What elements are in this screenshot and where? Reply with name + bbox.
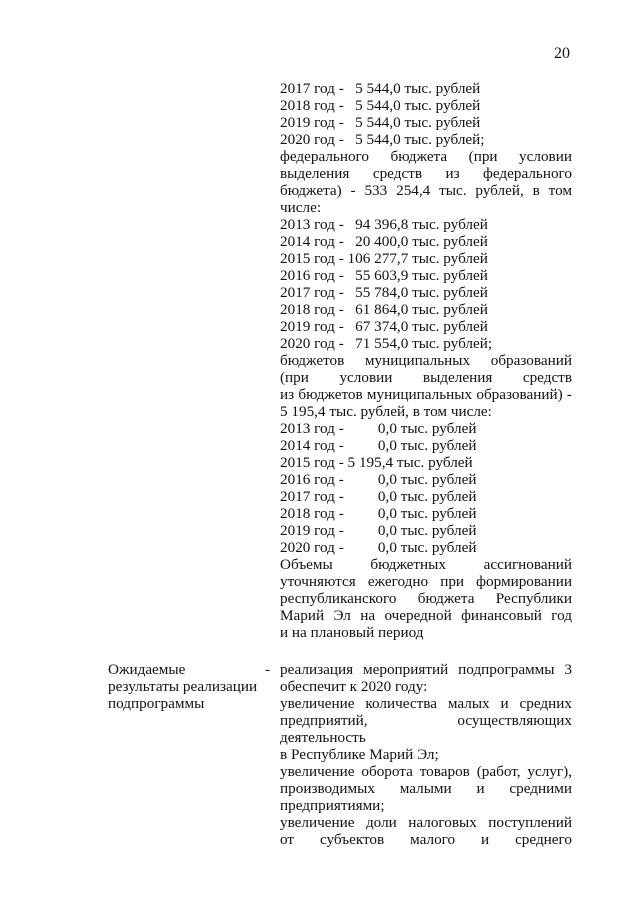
text-line: Марий Эл на очередной финансовый год — [280, 607, 572, 624]
text-line: 5 195,4 тыс. рублей, в том числе: — [280, 403, 492, 420]
text-line: 2016 год - 55 603,9 тыс. рублей — [280, 267, 488, 284]
text-line: республиканского бюджета Республики — [280, 590, 572, 607]
text-line: 2013 год - 0,0 тыс. рублей — [280, 420, 477, 437]
text-line: 2020 год - 71 554,0 тыс. рублей; — [280, 335, 493, 352]
text-line: от субъектов малого и среднего — [280, 831, 572, 848]
text-line: обеспечит к 2020 году: — [280, 678, 428, 695]
section-dash: - — [265, 661, 271, 678]
text-line: 2019 год - 67 374,0 тыс. рублей — [280, 318, 488, 335]
text-line: 2014 год - 20 400,0 тыс. рублей — [280, 233, 488, 250]
text-line: 2018 год - 5 544,0 тыс. рублей — [280, 97, 481, 114]
section-label-line: подпрограммы — [108, 695, 205, 712]
text-line: 2018 год - 61 864,0 тыс. рублей — [280, 301, 488, 318]
section-label-line: результаты реализации — [108, 678, 258, 695]
funding-block — [280, 80, 572, 641]
text-line: производимых малыми и средними — [280, 780, 572, 797]
text-line: из бюджетов муниципальных образований) - — [280, 386, 572, 403]
text-line: выделения средств из федерального — [280, 165, 572, 182]
text-line: федерального бюджета (при условии — [280, 148, 572, 165]
text-line: уточняются ежегодно при формировании — [280, 573, 572, 590]
text-line: 2016 год - 0,0 тыс. рублей — [280, 471, 477, 488]
text-line: в Республике Марий Эл; — [280, 746, 439, 763]
text-line: 2014 год - 0,0 тыс. рублей — [280, 437, 477, 454]
text-line: числе: — [280, 199, 322, 216]
text-line: 2020 год - 0,0 тыс. рублей — [280, 539, 477, 556]
text-line: Объемы бюджетных ассигнований — [280, 556, 572, 573]
text-line: (при условии выделения средств — [280, 369, 572, 386]
page-number: 20 — [554, 45, 570, 62]
text-line: и на плановый период — [280, 624, 424, 641]
text-line: 2017 год - 0,0 тыс. рублей — [280, 488, 477, 505]
text-line: 2019 год - 0,0 тыс. рублей — [280, 522, 477, 539]
text-line: увеличение оборота товаров (работ, услуг), — [280, 763, 572, 780]
text-line: предприятиями; — [280, 797, 385, 814]
text-line: реализация мероприятий подпрограммы 3 — [280, 661, 572, 678]
text-line: 2017 год - 55 784,0 тыс. рублей — [280, 284, 488, 301]
text-line: предприятий, осуществляющих деятельность — [280, 712, 572, 746]
section-label-line: Ожидаемые — [108, 661, 186, 678]
text-line: увеличение доли налоговых поступлений — [280, 814, 572, 831]
section-label — [108, 661, 278, 712]
text-line: 2020 год - 5 544,0 тыс. рублей; — [280, 131, 485, 148]
text-line: 2015 год - 106 277,7 тыс. рублей — [280, 250, 488, 267]
text-line: 2017 год - 5 544,0 тыс. рублей — [280, 80, 481, 97]
text-line: 2018 год - 0,0 тыс. рублей — [280, 505, 477, 522]
expected-results-block — [280, 661, 572, 848]
text-line: увеличение количества малых и средних — [280, 695, 572, 712]
text-line: 2019 год - 5 544,0 тыс. рублей — [280, 114, 481, 131]
text-line: бюджетов муниципальных образований — [280, 352, 572, 369]
text-line: бюджета) - 533 254,4 тыс. рублей, в том — [280, 182, 572, 199]
text-line: 2015 год - 5 195,4 тыс. рублей — [280, 454, 473, 471]
text-line: 2013 год - 94 396,8 тыс. рублей — [280, 216, 488, 233]
